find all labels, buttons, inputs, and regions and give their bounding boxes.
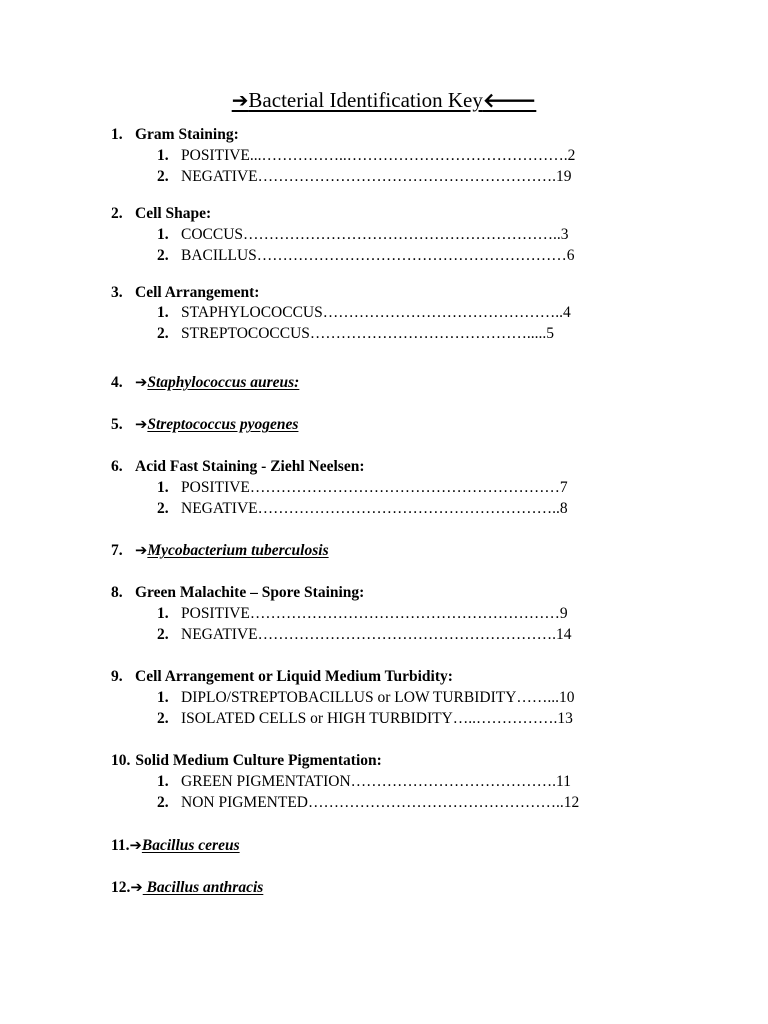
option-row bbox=[157, 477, 568, 498]
option-number: 1. bbox=[157, 147, 169, 164]
right-arrow-icon: ➔ bbox=[129, 837, 142, 854]
section-number: 3. bbox=[111, 284, 123, 301]
option-row bbox=[157, 792, 579, 813]
option-text: NON PIGMENTED…………………………………………..12 bbox=[181, 794, 580, 811]
option-row bbox=[157, 245, 575, 266]
section-number: 7. bbox=[111, 542, 123, 559]
option-row bbox=[157, 224, 569, 245]
right-arrow-icon: ➔ bbox=[135, 542, 148, 559]
option-text: NEGATIVE…………………………………………………..8 bbox=[181, 500, 568, 517]
option-number: 1. bbox=[157, 773, 169, 790]
section-number: 4. bbox=[111, 374, 123, 391]
option-number: 1. bbox=[157, 304, 169, 321]
section-label: Cell Shape: bbox=[135, 205, 212, 222]
section-streptococcus-pyogenes bbox=[111, 414, 298, 435]
option-number: 1. bbox=[157, 479, 169, 496]
section-bacillus-cereus bbox=[111, 835, 240, 856]
option-row bbox=[157, 624, 572, 645]
option-text: ISOLATED CELLS or HIGH TURBIDITY…..…………….13 bbox=[181, 710, 573, 727]
result-link[interactable]: Bacillus cereus bbox=[141, 837, 240, 854]
result-link[interactable]: Streptococcus pyogenes bbox=[147, 416, 299, 433]
section-number: 2. bbox=[111, 205, 123, 222]
option-text: STAPHYLOCOCCUS………………………………………..4 bbox=[181, 304, 571, 321]
option-row bbox=[157, 687, 575, 708]
section-number: 6. bbox=[111, 458, 123, 475]
section-cell-arrangement bbox=[111, 282, 259, 303]
section-number: 11. bbox=[111, 837, 130, 854]
option-text: NEGATIVE………………………………………………….14 bbox=[181, 626, 572, 643]
section-label: Acid Fast Staining - Ziehl Neelsen: bbox=[135, 458, 365, 475]
right-arrow-icon: ➔ bbox=[130, 879, 143, 896]
section-acid-fast-staining bbox=[111, 456, 365, 477]
option-number: 1. bbox=[157, 226, 169, 243]
option-number: 2. bbox=[157, 794, 169, 811]
option-text: NEGATIVE………………………………………………….19 bbox=[181, 168, 572, 185]
option-number: 1. bbox=[157, 605, 169, 622]
section-bacillus-anthracis bbox=[111, 877, 263, 898]
title-text-group bbox=[232, 88, 537, 112]
option-text: POSITIVE...……………..…………………………………….2 bbox=[181, 147, 576, 164]
option-row bbox=[157, 166, 572, 187]
option-number: 1. bbox=[157, 689, 169, 706]
section-number: 9. bbox=[111, 668, 123, 685]
title-text: Bacterial Identification Key bbox=[248, 88, 483, 112]
page-title bbox=[0, 88, 768, 112]
option-text: POSITIVE……………………………………………………9 bbox=[181, 605, 568, 622]
section-gram-staining bbox=[111, 124, 239, 145]
section-spore-staining bbox=[111, 582, 364, 603]
option-text: STREPTOCOCCUS…………………………………….....5 bbox=[181, 325, 555, 342]
option-row bbox=[157, 603, 568, 624]
option-text: COCCUS……………………………………………………..3 bbox=[181, 226, 569, 243]
section-number: 10. bbox=[111, 752, 131, 769]
option-row bbox=[157, 771, 571, 792]
section-turbidity bbox=[111, 666, 453, 687]
section-number: 1. bbox=[111, 126, 123, 143]
option-row bbox=[157, 498, 568, 519]
section-label: Gram Staining: bbox=[135, 126, 239, 143]
section-label: Cell Arrangement or Liquid Medium Turbidity: bbox=[135, 668, 453, 685]
section-label: Solid Medium Culture Pigmentation: bbox=[135, 752, 382, 769]
option-number: 2. bbox=[157, 325, 169, 342]
section-cell-shape bbox=[111, 203, 211, 224]
section-staphylococcus-aureus bbox=[111, 372, 299, 393]
option-text: GREEN PIGMENTATION………………………………….11 bbox=[181, 773, 571, 790]
section-label: Cell Arrangement: bbox=[135, 284, 260, 301]
option-text: POSITIVE……………………………………………………7 bbox=[181, 479, 568, 496]
option-row bbox=[157, 145, 575, 166]
right-arrow-icon: ➔ bbox=[135, 416, 148, 433]
option-text: DIPLO/STREPTOBACILLUS or LOW TURBIDITY……...10 bbox=[181, 689, 575, 706]
right-arrow-icon: ➔ bbox=[231, 88, 249, 112]
option-number: 2. bbox=[157, 247, 169, 264]
left-arrow-icon: 🡐 bbox=[482, 88, 537, 112]
section-mycobacterium-tuberculosis bbox=[111, 540, 329, 561]
result-link[interactable]: Bacillus anthracis bbox=[142, 879, 264, 896]
option-number: 2. bbox=[157, 500, 169, 517]
option-text: BACILLUS……………………………………………………6 bbox=[181, 247, 575, 264]
right-arrow-icon: ➔ bbox=[135, 374, 148, 391]
result-link[interactable]: Mycobacterium tuberculosis bbox=[147, 542, 329, 559]
option-row bbox=[157, 708, 573, 729]
section-number: 8. bbox=[111, 584, 123, 601]
option-number: 2. bbox=[157, 626, 169, 643]
option-row bbox=[157, 302, 571, 323]
result-link[interactable]: Staphylococcus aureus: bbox=[147, 374, 300, 391]
section-number: 12. bbox=[111, 879, 131, 896]
section-label: Green Malachite – Spore Staining: bbox=[135, 584, 365, 601]
option-number: 2. bbox=[157, 710, 169, 727]
section-number: 5. bbox=[111, 416, 123, 433]
section-pigmentation bbox=[111, 750, 382, 771]
option-row bbox=[157, 323, 554, 344]
option-number: 2. bbox=[157, 168, 169, 185]
